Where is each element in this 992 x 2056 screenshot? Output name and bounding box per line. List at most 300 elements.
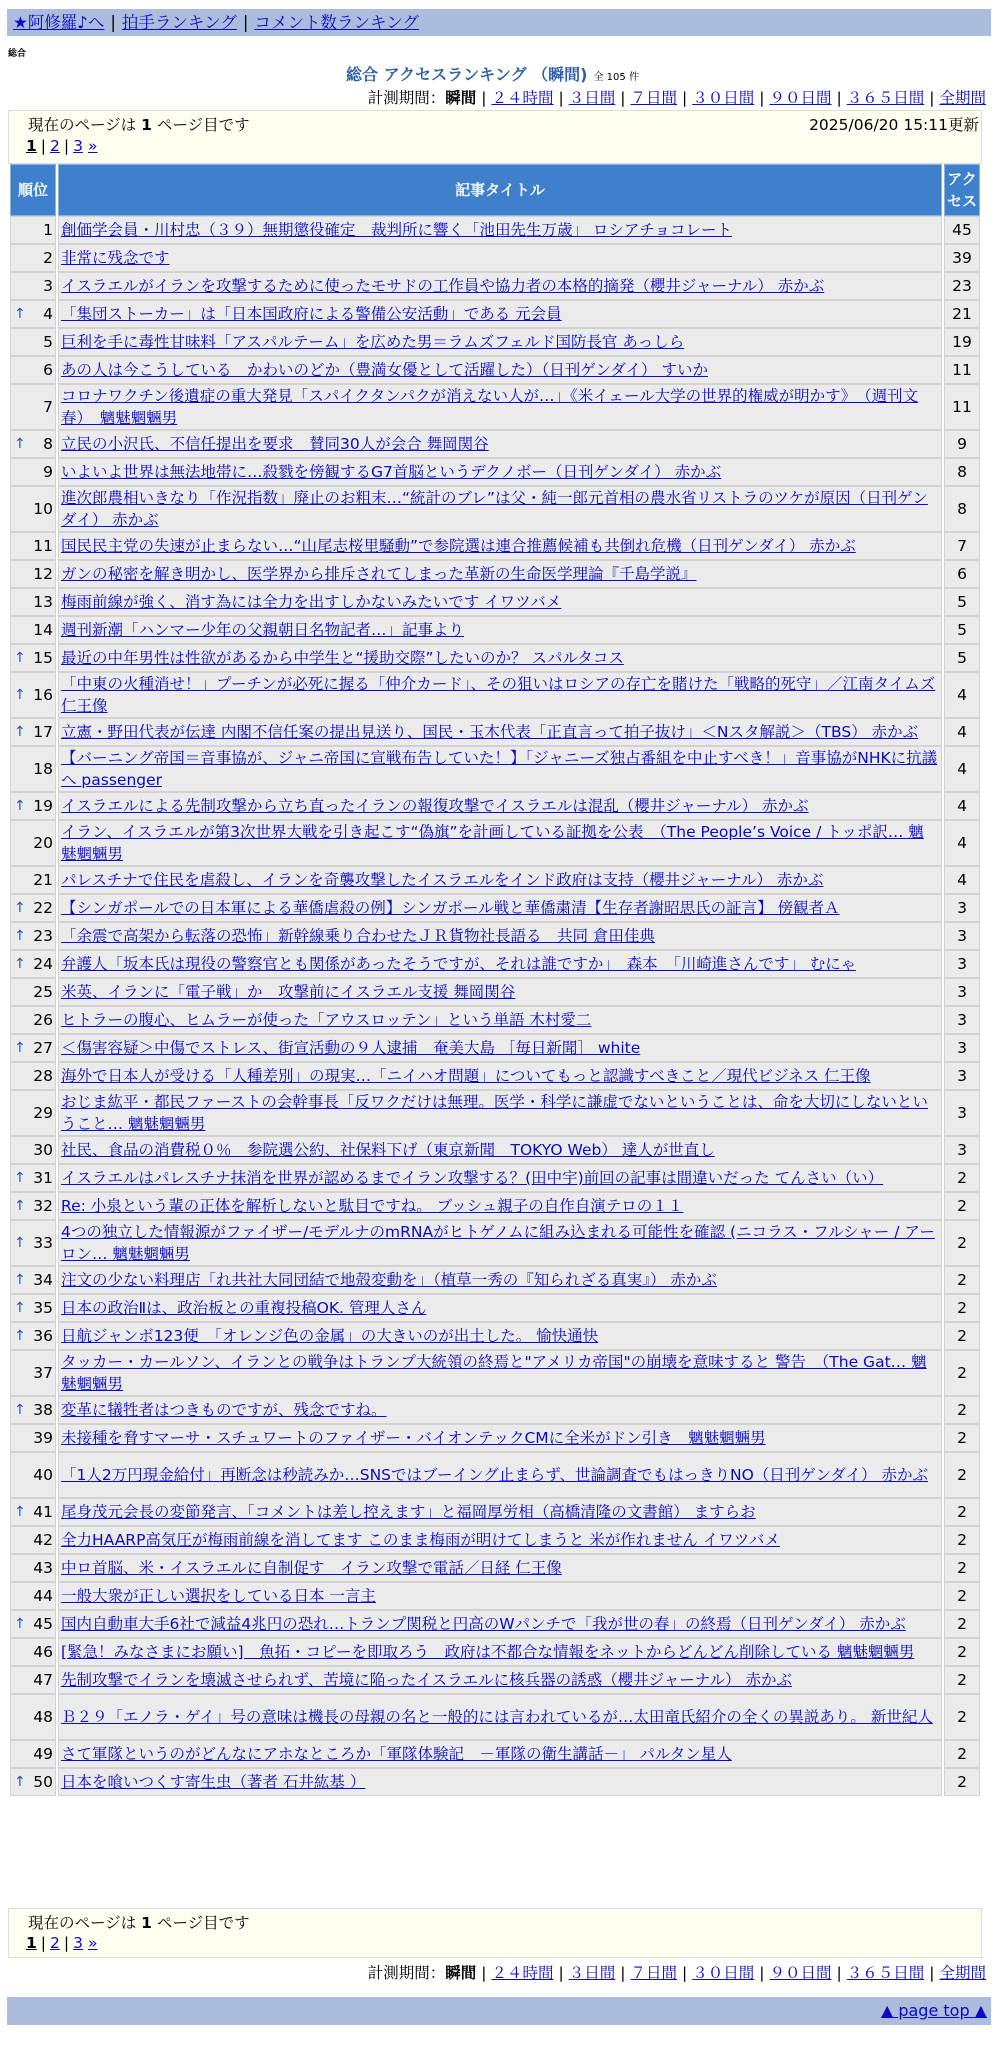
access-count-cell: 3 xyxy=(944,1062,980,1090)
rank-up-arrow-icon: ↑ xyxy=(14,1235,26,1251)
table-row xyxy=(10,588,980,616)
access-count-cell: 3 xyxy=(944,978,980,1006)
rank-number: 5 xyxy=(43,333,53,351)
rank-up-arrow-icon: ↑ xyxy=(14,650,26,666)
article-title-link[interactable]: 海外で日本人が受ける「人種差別」の現実…「ニイハオ問題」についてもっと認識すべきこと／現代ビジネス 仁王像 xyxy=(61,1067,871,1085)
rank-number: 38 xyxy=(33,1401,53,1419)
table-row xyxy=(10,1034,980,1062)
rank-up-arrow-icon: ↑ xyxy=(14,1402,26,1418)
nav-separator: | xyxy=(242,13,249,32)
article-title-link[interactable]: 国内自動車大手6社で減益4兆円の恐れ…トランプ関税と円高のWパンチで「我が世の春」の終焉（日刊ゲンダイ） 赤かぶ xyxy=(61,1615,906,1633)
access-count-cell: 4 xyxy=(944,746,980,792)
rank-up-arrow-icon: ↑ xyxy=(14,306,26,322)
pager-link-2[interactable]: 2 xyxy=(50,1934,60,1952)
rank-cell xyxy=(10,950,56,978)
table-row xyxy=(10,718,980,746)
rank-cell xyxy=(10,1424,56,1452)
article-title-link[interactable]: [緊急！みなさまにお願い] 魚拓・コピーを即取ろう 政府は不都合な情報をネットからどんどん削除している 魑魅魍魎男 xyxy=(61,1643,915,1661)
access-count-cell: 3 xyxy=(944,1006,980,1034)
rank-number: 9 xyxy=(43,463,53,481)
rank-cell xyxy=(10,1294,56,1322)
access-count-cell: 5 xyxy=(944,588,980,616)
rank-up-arrow-icon: ↑ xyxy=(14,928,26,944)
access-count-cell: 11 xyxy=(944,384,980,430)
article-title-link[interactable]: Re: 小泉という輩の正体を解析しないと駄目ですね。 ブッシュ親子の自作自演テロの１１ xyxy=(61,1197,684,1215)
title-cell xyxy=(58,1164,942,1192)
rank-cell xyxy=(10,866,56,894)
access-count-cell: 9 xyxy=(944,430,980,458)
title-cell xyxy=(58,1452,942,1498)
rank-number: 44 xyxy=(33,1587,53,1605)
article-title-link[interactable]: 一般大衆が正しい選択をしている日本 一言主 xyxy=(61,1587,376,1605)
article-title-link[interactable]: 立民の小沢氏、不信任提出を要求 賛同30人が会合 舞岡関谷 xyxy=(61,435,489,453)
access-count-cell: 3 xyxy=(944,950,980,978)
rank-number: 28 xyxy=(33,1067,53,1085)
rank-number: 37 xyxy=(33,1364,53,1382)
period-separator: | xyxy=(620,1964,626,1982)
rank-number: 29 xyxy=(33,1104,53,1122)
access-count-cell: 5 xyxy=(944,644,980,672)
rank-cell xyxy=(10,1266,56,1294)
title-cell xyxy=(58,384,942,430)
table-row xyxy=(10,1266,980,1294)
rank-cell xyxy=(10,328,56,356)
article-title-link[interactable]: 「1人2万円現金給付」再断念は秒読みか…SNSではブーイング止まらず、世論調査でもはっきりNO（日刊ゲンダイ） 赤かぶ xyxy=(61,1466,928,1484)
article-title-link[interactable]: あの人は今こうしている かわいのどか（豊満女優として活躍した）（日刊ゲンダイ） すいか xyxy=(61,361,708,379)
table-row xyxy=(10,560,980,588)
period-separator: | xyxy=(836,1964,842,1982)
table-row xyxy=(10,746,980,792)
period-separator: | xyxy=(836,89,842,107)
bottom-bar xyxy=(7,1997,991,2025)
article-title-link[interactable]: 「中東の火種消せ！」プーチンが必死に握る「仲介カード」、その狙いはロシアの存亡を賭けた「戦略的死守」／江南タイムズ 仁王像 xyxy=(61,675,936,715)
rank-cell xyxy=(10,1638,56,1666)
access-count-cell: 11 xyxy=(944,356,980,384)
title-cell xyxy=(58,486,942,532)
article-title-link[interactable]: 4つの独立した情報源がファイザー/モデルナのmRNAがヒトゲノムに組み込まれる可能性を確認 (ニコラス・フルシャー / アーロン… 魑魅魍魎男 xyxy=(61,1223,935,1263)
rank-number: 21 xyxy=(33,871,53,889)
table-row xyxy=(10,672,980,718)
access-count-cell: 4 xyxy=(944,792,980,820)
title-cell xyxy=(58,1266,942,1294)
title-cell xyxy=(58,1006,942,1034)
period-link-3d[interactable]: ３日間 xyxy=(568,89,616,107)
title-cell xyxy=(58,644,942,672)
title-cell xyxy=(58,328,942,356)
table-row xyxy=(10,430,980,458)
rank-cell xyxy=(10,792,56,820)
title-cell xyxy=(58,1610,942,1638)
article-title-link[interactable]: 【シンガポールでの日本軍による華僑虐殺の例】シンガポール戦と華僑粛清【生存者謝昭思氏の証言】 傍観者Ａ xyxy=(61,899,840,917)
table-row xyxy=(10,1582,980,1610)
article-title-link[interactable]: 注文の少ない料理店「れ共社大同団結で地殻変動を」（植草一秀の『知られざる真実』） 赤かぶ xyxy=(61,1271,717,1289)
period-separator: | xyxy=(682,89,688,107)
article-title-link[interactable]: 創価学会員・川村忠（３９）無期懲役確定 裁判所に響く「池田先生万歳」 ロシアチョコレート xyxy=(61,221,732,239)
rank-cell xyxy=(10,1006,56,1034)
pager-link-3[interactable]: 3 xyxy=(73,1934,84,1952)
period-link-24h[interactable]: ２４時間 xyxy=(491,89,554,107)
rank-number: 49 xyxy=(33,1745,53,1763)
table-row xyxy=(10,1694,980,1740)
rank-up-arrow-icon: ↑ xyxy=(14,1616,26,1632)
table-row xyxy=(10,1768,980,1796)
title-cell xyxy=(58,1666,942,1694)
title-cell xyxy=(58,820,942,866)
rank-up-arrow-icon: ↑ xyxy=(14,1774,26,1790)
title-cell xyxy=(58,922,942,950)
access-count-cell: 4 xyxy=(944,672,980,718)
rank-cell xyxy=(10,356,56,384)
rank-cell xyxy=(10,718,56,746)
page-state-prefix: 現在のページは xyxy=(28,1914,137,1932)
rank-number: 19 xyxy=(33,797,53,815)
rank-cell xyxy=(10,1192,56,1220)
access-count-cell: 2 xyxy=(944,1694,980,1740)
rank-number: 39 xyxy=(33,1429,53,1447)
article-title-link[interactable]: 社民、食品の消費税０％ 参院選公約、社保料下げ（東京新聞 TOKYO Web） 達人が世直し xyxy=(61,1141,715,1159)
title-column-header: 記事タイトル xyxy=(58,164,942,216)
article-title-link[interactable]: 最近の中年男性は性欲があるから中学生と“援助交際”したいのか？ スパルタコス xyxy=(61,649,624,667)
article-title-link[interactable]: コロナワクチン後遺症の重大発見「スパイクタンパクが消えない人が…」《米イェール大学の世界的権威が明かす》 （週刊文春） 魑魅魍魎男 xyxy=(61,387,919,427)
rank-cell xyxy=(10,1666,56,1694)
title-cell xyxy=(58,1740,942,1768)
article-title-link[interactable]: イラン、イスラエルが第3次世界大戦を引き起こす“偽旗”を計画している証拠を公表 （The People’s Voice / トッポ訳… 魑魅魍魎男 xyxy=(61,823,924,863)
page-state xyxy=(28,113,250,135)
period-link-365d[interactable]: ３６５日間 xyxy=(846,1964,925,1982)
top-nav-bar xyxy=(7,9,991,36)
table-row xyxy=(10,272,980,300)
table-row xyxy=(10,1610,980,1638)
article-title-link[interactable]: 中ロ首脳、米・イスラエルに自制促す イラン攻撃で電話／日経 仁王像 xyxy=(61,1559,562,1577)
title-cell xyxy=(58,1034,942,1062)
rank-cell xyxy=(10,1034,56,1062)
article-title-link[interactable]: 変革に犠牲者はつきものですが、残念ですね。 xyxy=(61,1401,387,1419)
period-separator: | xyxy=(481,1964,487,1982)
title-cell xyxy=(58,718,942,746)
article-title-link[interactable]: 「余震で高架から転落の恐怖」新幹線乗り合わせたＪＲ貨物社長語る 共同 倉田佳典 xyxy=(61,927,655,945)
access-count-cell: 2 xyxy=(944,1350,980,1396)
pager-separator: | xyxy=(63,1934,70,1952)
table-row xyxy=(10,894,980,922)
article-title-link[interactable]: 日本の政治Ⅱは、政治板との重複投稿OK. 管理人さん xyxy=(61,1299,427,1317)
access-count-cell: 2 xyxy=(944,1424,980,1452)
table-row xyxy=(10,1638,980,1666)
ranking-count: 全 105 件 xyxy=(593,72,639,83)
page-info-bottom xyxy=(8,1908,982,1958)
title-cell xyxy=(58,216,942,244)
rank-cell xyxy=(10,1498,56,1526)
title-cell xyxy=(58,532,942,560)
nav-comment-ranking-link[interactable]: コメント数ランキング xyxy=(254,13,419,32)
access-count-cell: 45 xyxy=(944,216,980,244)
title-cell xyxy=(58,1062,942,1090)
period-link-3d[interactable]: ３日間 xyxy=(568,1964,616,1982)
rank-number: 20 xyxy=(33,834,53,852)
title-cell xyxy=(58,1350,942,1396)
access-count-cell: 2 xyxy=(944,1582,980,1610)
rank-cell xyxy=(10,300,56,328)
article-title-link[interactable]: ＜傷害容疑＞中傷でストレス、街宣活動の９人逮捕 奄美大島 ［毎日新聞］ white xyxy=(61,1039,641,1057)
rank-cell xyxy=(10,486,56,532)
rank-up-arrow-icon: ↑ xyxy=(14,1300,26,1316)
table-row xyxy=(10,1090,980,1136)
rank-number: 30 xyxy=(33,1141,53,1159)
title-cell xyxy=(58,1498,942,1526)
period-link-30d[interactable]: ３０日間 xyxy=(692,1964,755,1982)
period-link-all[interactable]: 全期間 xyxy=(939,1964,986,1982)
pager-next-link[interactable]: » xyxy=(87,1934,98,1952)
rank-up-arrow-icon: ↑ xyxy=(14,1170,26,1186)
access-count-cell: 2 xyxy=(944,1554,980,1582)
article-title-link[interactable]: イスラエルによる先制攻撃から立ち直ったイランの報復攻撃でイスラエルは混乱（櫻井ジャーナル） 赤かぶ xyxy=(61,797,809,815)
access-count-cell: 2 xyxy=(944,1220,980,1266)
updated-timestamp: 2025/06/20 15:11更新 xyxy=(809,116,979,134)
period-current: 瞬間 xyxy=(445,1964,477,1982)
table-row xyxy=(10,356,980,384)
period-link-all[interactable]: 全期間 xyxy=(939,89,986,107)
title-cell xyxy=(58,1136,942,1164)
rank-number: 50 xyxy=(33,1773,53,1791)
article-title-link[interactable]: 日航ジャンボ123便 「オレンジ色の金属」の大きいのが出土した。 愉快通快 xyxy=(61,1327,599,1345)
title-cell xyxy=(58,1192,942,1220)
table-row xyxy=(10,1006,980,1034)
article-title-link[interactable]: イスラエルがイランを攻撃するために使ったモサドの工作員や協力者の本格的摘発（櫻井ジャーナル） 赤かぶ xyxy=(61,277,825,295)
article-title-link[interactable]: 【バーニング帝国＝音事協が、ジャニ帝国に宣戦布告していた！】「ジャニーズ独占番組を中止すべき！」音事協がNHKに抗議へ passenger xyxy=(61,749,938,789)
rank-cell xyxy=(10,1322,56,1350)
table-row xyxy=(10,1062,980,1090)
title-cell xyxy=(58,300,942,328)
period-link-365d[interactable]: ３６５日間 xyxy=(846,89,925,107)
rank-number: 1 xyxy=(43,221,53,239)
article-title-link[interactable]: 「集団ストーカー」は「日本国政府による警備公安活動」である 元会員 xyxy=(61,305,562,323)
title-cell xyxy=(58,1638,942,1666)
period-link-7d[interactable]: ７日間 xyxy=(630,1964,677,1982)
article-title-link[interactable]: 全力HAARP高気圧が梅雨前線を消してます このまま梅雨が明けてしまうと 米が作れません イワツバメ xyxy=(61,1531,780,1549)
rank-up-arrow-icon: ↑ xyxy=(14,900,26,916)
rank-cell xyxy=(10,644,56,672)
table-row xyxy=(10,1554,980,1582)
rank-number: 35 xyxy=(33,1299,53,1317)
article-title-link[interactable]: いよいよ世界は無法地帯に…殺戮を傍観するG7首脳というデクノボー（日刊ゲンダイ） 赤かぶ xyxy=(61,463,722,481)
rank-cell xyxy=(10,1220,56,1266)
rank-number: 18 xyxy=(33,760,53,778)
article-title-link[interactable]: 週刊新潮「ハンマー少年の父親朝日名物記者…」記事より xyxy=(61,621,465,639)
rank-up-arrow-icon: ↑ xyxy=(14,724,26,740)
period-link-7d[interactable]: ７日間 xyxy=(630,89,677,107)
article-title-link[interactable]: イスラエルはパレスチナ抹消を世界が認めるまでイラン攻撃する？(田中宇)前回の記事は間違いだった てんさい（い） xyxy=(61,1169,884,1187)
table-row xyxy=(10,1740,980,1768)
rank-cell xyxy=(10,430,56,458)
article-title-link[interactable]: ヒトラーの腹心、ヒムラーが使った「アウスロッテン」という単語 木村愛二 xyxy=(61,1011,592,1029)
table-row xyxy=(10,1192,980,1220)
nav-clap-ranking-link[interactable]: 拍手ランキング xyxy=(121,13,237,32)
rank-number: 47 xyxy=(33,1671,53,1689)
table-row xyxy=(10,328,980,356)
rank-number: 7 xyxy=(43,398,53,416)
access-count-cell: 5 xyxy=(944,616,980,644)
article-title-link[interactable]: 日本を喰いつくす寄生虫（著者 石井紘基 ） xyxy=(61,1773,366,1791)
article-title-link[interactable]: 立憲・野田代表が伝達 内閣不信任案の提出見送り、国民・玉木代表「正直言って拍子抜け」＜Nスタ解説＞（TBS） 赤かぶ xyxy=(61,723,919,741)
article-title-link[interactable]: 先制攻撃でイランを壊滅させられず、苦境に陥ったイスラエルに核兵器の誘惑（櫻井ジャーナル） 赤かぶ xyxy=(61,1671,792,1689)
article-title-link[interactable]: Ｂ２９「エノラ・ゲイ」号の意味は機長の母親の名と一般的には言われているが…太田竜氏紹介の全くの異説あり。 新世紀人 xyxy=(61,1708,933,1726)
pager-current: 1 xyxy=(26,137,37,155)
rank-number: 11 xyxy=(33,537,53,555)
table-row xyxy=(10,978,980,1006)
access-count-cell: 2 xyxy=(944,1294,980,1322)
rank-number: 23 xyxy=(33,927,53,945)
nav-separator: | xyxy=(110,13,116,32)
period-separator: | xyxy=(929,1964,935,1982)
access-count-cell: 2 xyxy=(944,1452,980,1498)
rank-number: 6 xyxy=(43,361,53,379)
period-link-24h[interactable]: ２４時間 xyxy=(491,1964,554,1982)
rank-cell xyxy=(10,616,56,644)
rank-cell xyxy=(10,1350,56,1396)
rank-number: 4 xyxy=(43,305,53,323)
rank-cell xyxy=(10,1610,56,1638)
title-cell xyxy=(58,244,942,272)
title-cell xyxy=(58,792,942,820)
rank-up-arrow-icon: ↑ xyxy=(14,798,26,814)
access-count-cell: 2 xyxy=(944,1638,980,1666)
article-title-link[interactable]: タッカー・カールソン、イランとの戦争はトランプ大統領の終焉と"アメリカ帝国"の崩壊を意味すると 警告 （The Gat… 魑魅魍魎男 xyxy=(61,1353,927,1393)
rank-number: 16 xyxy=(33,686,53,704)
table-row xyxy=(10,1424,980,1452)
ranking-table xyxy=(8,164,982,1796)
page-state-suffix: ページ目です xyxy=(156,116,250,134)
rank-number: 31 xyxy=(33,1169,53,1187)
rank-number: 43 xyxy=(33,1559,53,1577)
title-cell xyxy=(58,950,942,978)
access-count-cell: 2 xyxy=(944,1192,980,1220)
rank-cell xyxy=(10,384,56,430)
pager-bottom xyxy=(26,1934,97,1952)
pager-separator: | xyxy=(63,137,70,155)
access-count-cell: 4 xyxy=(944,718,980,746)
page-info-top xyxy=(8,110,982,164)
table-row xyxy=(10,1164,980,1192)
rank-cell xyxy=(10,1582,56,1610)
site-label: 総合 xyxy=(8,49,27,59)
access-count-cell: 2 xyxy=(944,1164,980,1192)
rank-number: 25 xyxy=(33,983,53,1001)
title-cell xyxy=(58,1526,942,1554)
title-cell xyxy=(58,978,942,1006)
article-title-link[interactable]: 非常に残念です xyxy=(61,249,170,267)
rank-number: 26 xyxy=(33,1011,53,1029)
title-cell xyxy=(58,588,942,616)
title-cell xyxy=(58,672,942,718)
access-count-cell: 4 xyxy=(944,820,980,866)
table-row xyxy=(10,244,980,272)
article-title-link[interactable]: 国民民主党の失速が止まらない…“山尾志桜里騒動”で参院選は連合推薦候補も共倒れ危機（日刊ゲンダイ） 赤かぶ xyxy=(61,537,856,555)
title-cell xyxy=(58,616,942,644)
page-state-suffix: ページ目です xyxy=(156,1914,250,1932)
rank-number: 27 xyxy=(33,1039,53,1057)
access-count-cell: 19 xyxy=(944,328,980,356)
rank-number: 8 xyxy=(43,435,53,453)
article-title-link[interactable]: 未接種を脅すマーサ・スチュワートのファイザー・バイオンテックCMに全米がドン引き 魑魅魍魎男 xyxy=(61,1429,766,1447)
period-link-90d[interactable]: ９０日間 xyxy=(769,89,832,107)
period-separator: | xyxy=(759,1964,765,1982)
rank-up-arrow-icon: ↑ xyxy=(14,1198,26,1214)
period-link-90d[interactable]: ９０日間 xyxy=(769,1964,832,1982)
title-cell xyxy=(58,1090,942,1136)
rank-column-header: 順位 xyxy=(10,164,56,216)
rank-up-arrow-icon: ↑ xyxy=(14,1040,26,1056)
rank-cell xyxy=(10,922,56,950)
pager-link-3[interactable]: 3 xyxy=(73,137,84,155)
access-count-cell: 8 xyxy=(944,486,980,532)
period-separator: | xyxy=(558,89,564,107)
table-row xyxy=(10,1350,980,1396)
article-title-link[interactable]: おじま紘平・都民ファーストの会幹事長「反ワクだけは無理。医学・科学に謙虚でないということは、命を大切にしないということ… 魑魅魍魎男 xyxy=(61,1093,928,1133)
rank-number: 17 xyxy=(33,723,53,741)
rank-cell xyxy=(10,1740,56,1768)
title-cell xyxy=(58,1294,942,1322)
article-title-link[interactable]: 尾身茂元会長の変節発言、「コメントは差し控えます」と福岡厚労相（高橋清隆の文書館） ますらお xyxy=(61,1503,756,1521)
title-cell xyxy=(58,1582,942,1610)
rank-cell xyxy=(10,216,56,244)
rank-number: 15 xyxy=(33,649,53,667)
rank-cell xyxy=(10,1554,56,1582)
nav-home-link[interactable]: ★阿修羅♪へ xyxy=(13,13,105,32)
pager-separator: | xyxy=(40,137,47,155)
title-cell xyxy=(58,1694,942,1740)
title-cell xyxy=(58,560,942,588)
period-current: 瞬間 xyxy=(445,89,477,107)
access-count-cell: 3 xyxy=(944,1034,980,1062)
rank-cell xyxy=(10,272,56,300)
period-selector-top xyxy=(368,86,986,108)
article-title-link[interactable]: 巨利を手に毒性甘味料「アスパルテーム」を広めた男＝ラムズフェルド国防長官 あっしら xyxy=(61,333,685,351)
period-separator: | xyxy=(682,1964,688,1982)
pager-link-2[interactable]: 2 xyxy=(50,137,60,155)
rank-cell xyxy=(10,746,56,792)
access-count-cell: 3 xyxy=(944,1090,980,1136)
article-title-link[interactable]: 弁護人「坂本氏は現役の警察官とも関係があったそうですが、それは誰ですか」 森本 「川崎進さんです」 むにゃ xyxy=(61,955,856,973)
period-link-30d[interactable]: ３０日間 xyxy=(692,89,755,107)
access-count-cell: 3 xyxy=(944,894,980,922)
article-title-link[interactable]: ガンの秘密を解き明かし、医学界から排斥されてしまった革新の生命医学理論『千島学説』 xyxy=(61,565,697,583)
table-row xyxy=(10,1136,980,1164)
rank-cell xyxy=(10,1452,56,1498)
table-row xyxy=(10,792,980,820)
rank-cell xyxy=(10,1062,56,1090)
article-title-link[interactable]: さて軍隊というのがどんなにアホなところか「軍隊体験記 －軍隊の衛生講話－」 パルタン星人 xyxy=(61,1745,732,1763)
article-title-link[interactable]: 米英、イランに「電子戦」か 攻撃前にイスラエル支援 舞岡関谷 xyxy=(61,983,516,1001)
access-count-cell: 2 xyxy=(944,1266,980,1294)
pager-next-link[interactable]: » xyxy=(87,137,98,155)
title-cell xyxy=(58,866,942,894)
rank-up-arrow-icon: ↑ xyxy=(14,956,26,972)
access-count-cell: 7 xyxy=(944,532,980,560)
access-count-cell: 6 xyxy=(944,560,980,588)
rank-number: 32 xyxy=(33,1197,53,1215)
ranking-title: 総合 アクセスランキング （瞬間) xyxy=(346,65,588,84)
pager-separator: | xyxy=(40,1934,47,1952)
article-title-link[interactable]: 進次郎農相いきなり「作況指数」廃止のお粗末…“統計のブレ”は父・純一郎元首相の農水省リストラのツケが原因（日刊ゲンダイ） 赤かぶ xyxy=(61,489,928,529)
access-count-cell: 2 xyxy=(944,1610,980,1638)
rank-number: 33 xyxy=(33,1234,53,1252)
page-top-link[interactable]: ▲ page top ▲ xyxy=(880,2001,987,2020)
article-title-link[interactable]: パレスチナで住民を虐殺し、イランを奇襲攻撃したイスラエルをインド政府は支持（櫻井ジャーナル） 赤かぶ xyxy=(61,871,824,889)
access-count-cell: 3 xyxy=(944,1136,980,1164)
rank-number: 41 xyxy=(33,1503,53,1521)
period-separator: | xyxy=(558,1964,564,1982)
article-title-link[interactable]: 梅雨前線が強く、消す為には全力を出すしかないみたいです イワツバメ xyxy=(61,593,562,611)
table-header-row xyxy=(10,164,980,216)
